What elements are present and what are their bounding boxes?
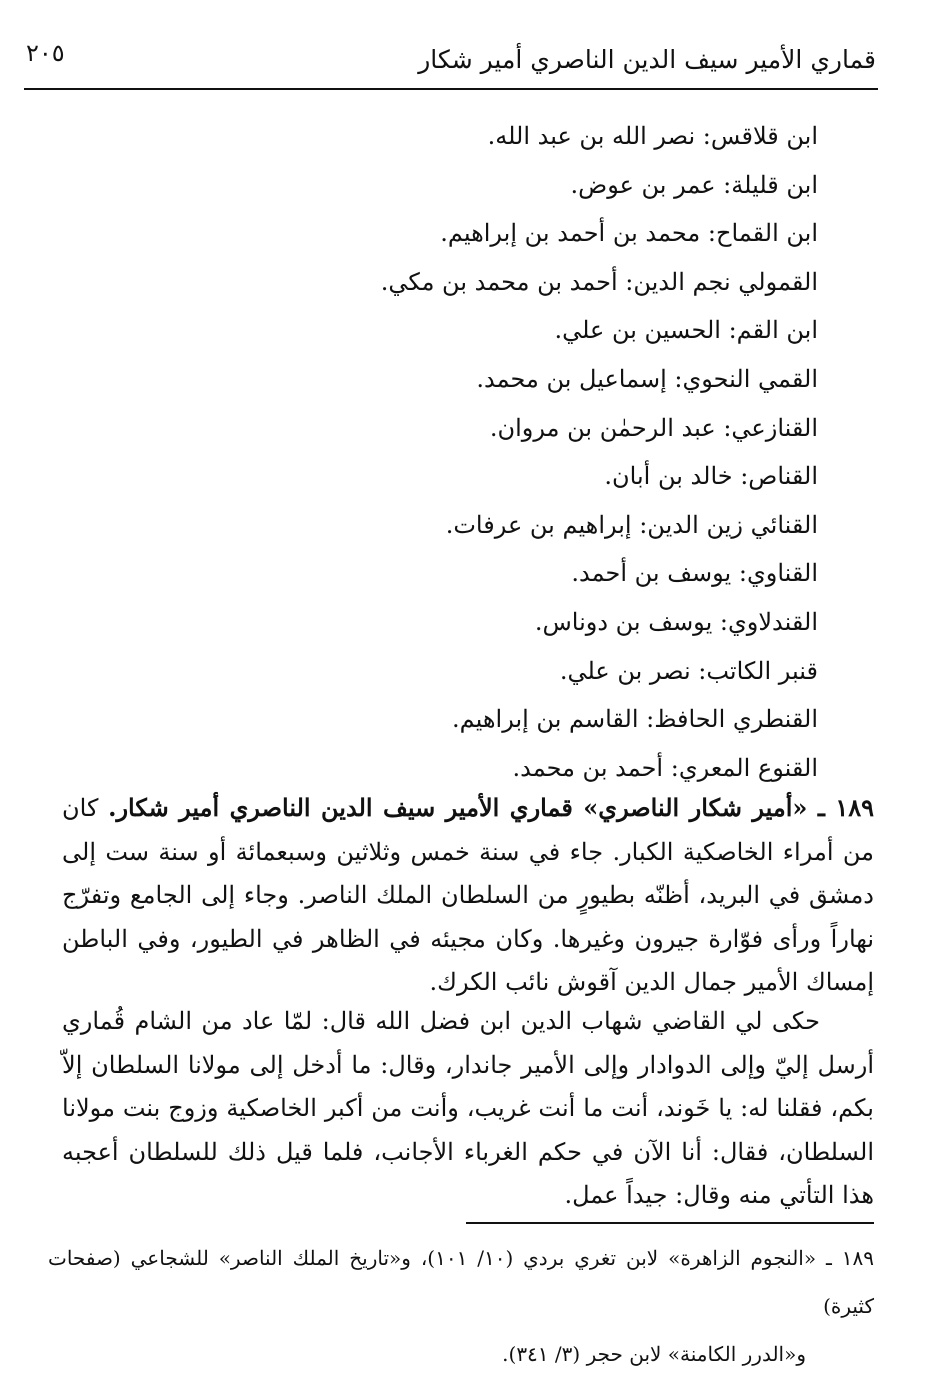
footnote [48,1234,874,1378]
list-item: القنائي زين الدين: إبراهيم بن عرفات. [445,510,818,539]
list-item: ابن القماح: محمد بن أحمد بن إبراهيم. [440,219,818,248]
list-item: القمي النحوي: إسماعيل بن محمد. [476,364,818,393]
biography-heading: ١٨٩ ـ «أمير شكار الناصري» قماري الأمير سيف الدين الناصري أمير شكار. [108,793,874,822]
biography-text: كان من أمراء الخاصكية الكبار. جاء في سنة خمس وثلاثين وسبعمائة أو سنة ست إلى دمشق في البريد، أظنّه بطيورٍ من السلطان الملك الناصر. وجاء إلى الجامع وتفرّج نهاراً ورأى فوّارة جيرون وغيرها. وكان مجيئه في الظاهر في الطيور، وفي الباطن إمساك الأمير جمال الدين آقوش نائب الكرك. [62,794,874,996]
cross-reference-list [118,112,818,792]
list-item: ابن قليلة: عمر بن عوض. [570,170,818,199]
page-number: ٢٠٥ [26,39,65,67]
list-item: القمولي نجم الدين: أحمد بن محمد بن مكي. [380,267,818,296]
list-item: ابن القم: الحسين بن علي. [554,316,818,345]
list-item: القنوع المعري: أحمد بن محمد. [512,753,818,782]
list-item: القندلاوي: يوسف بن دوناس. [534,607,818,636]
list-item: القنازعي: عبد الرحمٰن بن مروان. [489,413,818,442]
running-header-title: قماري الأمير سيف الدين الناصري أمير شكار [418,45,876,74]
list-item: القنطري الحافظ: القاسم بن إبراهيم. [452,705,818,734]
header-divider [24,88,878,90]
list-item: القناوي: يوسف بن أحمد. [571,559,818,588]
anecdote-paragraph: حكى لي القاضي شهاب الدين ابن فضل الله قال: لمّا عاد من الشام قُماري أرسل إليّ وإلى الدوادار وإلى الأمير جاندار، وقال: ما أدخل إلى مولانا السلطان إلاّ بكم، فقلنا له: يا خَوند، أنت ما أنت غريب، وأنت من أكبر الخاصكية وزوج بنت مولانا السلطان، فقال: أنا الآن في حكم الغرباء الأجانب، فلما قيل ذلك للسلطان أعجبه هذا التأتي منه وقال: جيداً عمل. [62,1007,874,1209]
footnote-divider [466,1222,874,1224]
list-item: القناص: خالد بن أبان. [604,462,818,491]
footnote-line: ١٨٩ ـ «النجوم الزاهرة» لابن تغري بردي (١٠/ ١٠١)، و«تاريخ الملك الناصر» للشجاعي (صفحات كثيرة) [48,1246,874,1318]
list-item: ابن قلاقس: نصر الله بن عبد الله. [487,122,818,150]
list-item: قنبر الكاتب: نصر بن علي. [559,656,818,685]
footnote-line: و«الدرر الكامنة» لابن حجر (٣/ ٣٤١). [502,1342,806,1366]
biography-paragraph [62,786,874,1005]
